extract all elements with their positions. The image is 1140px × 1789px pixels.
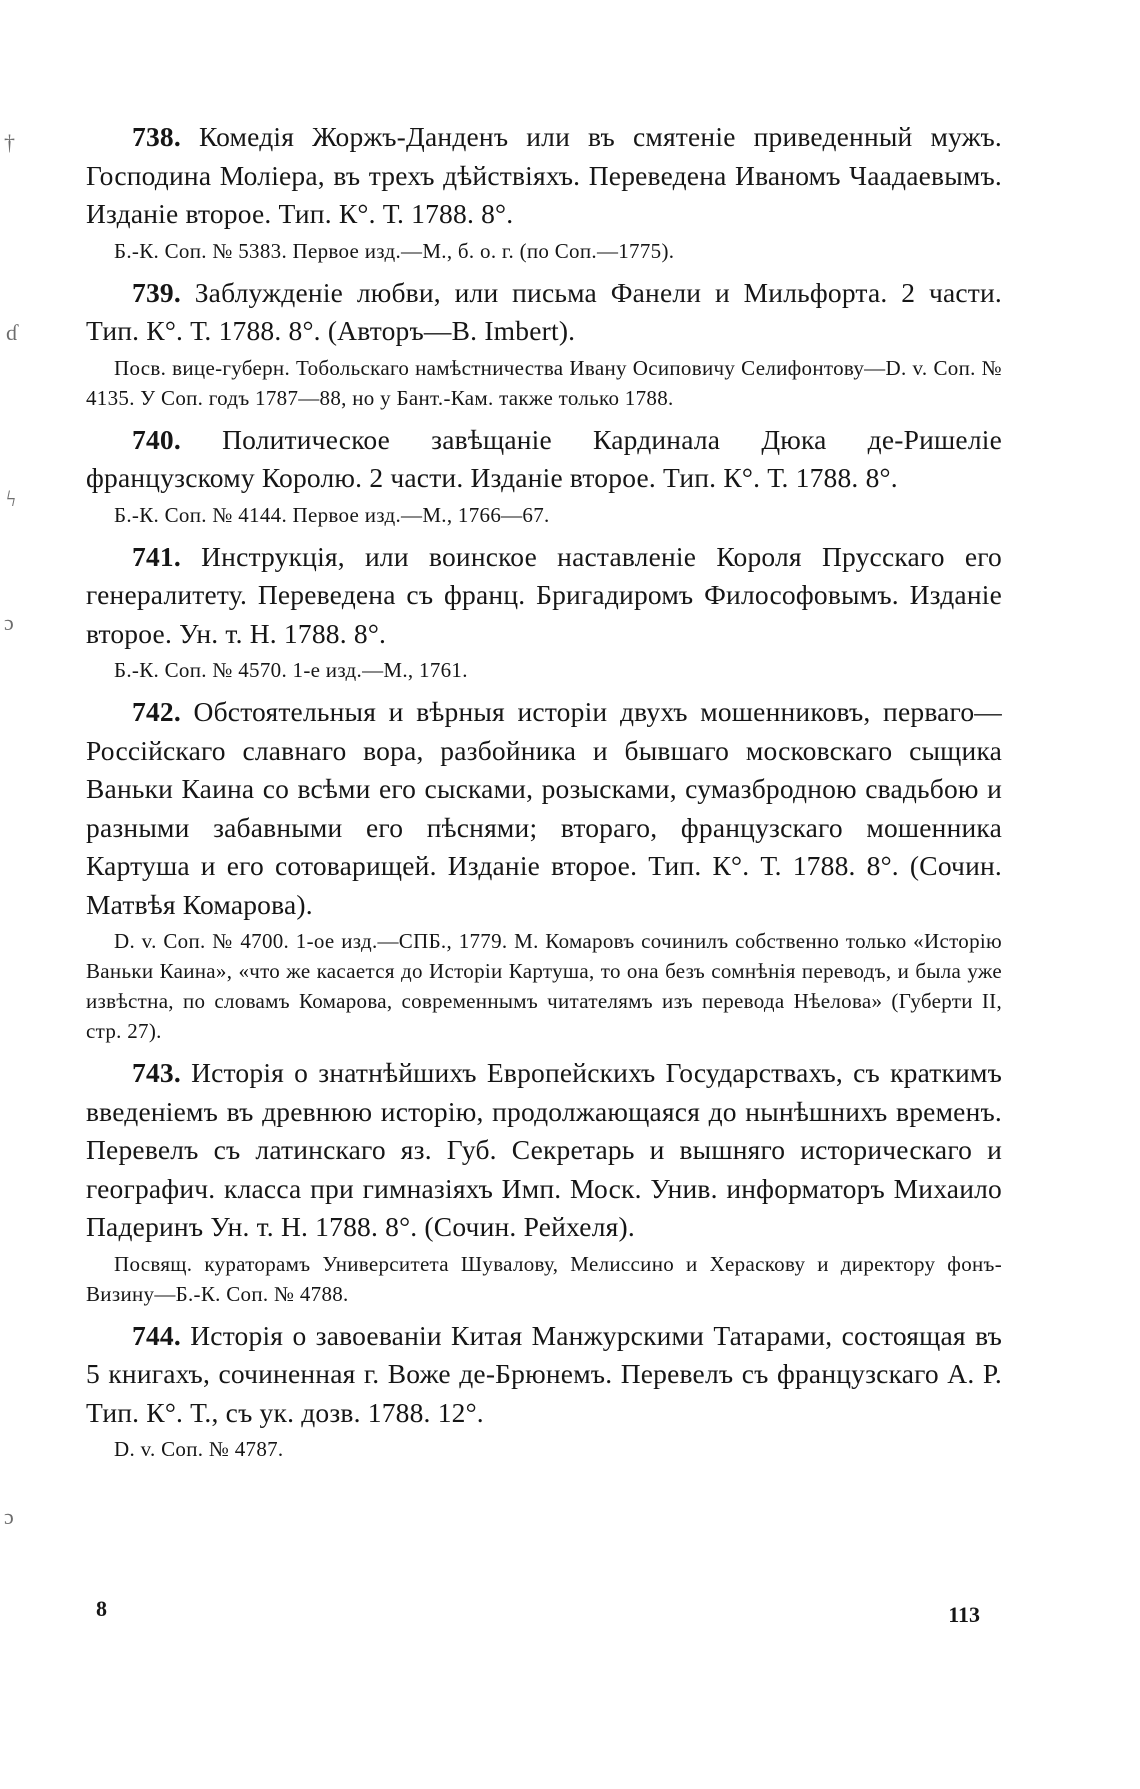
entry-title: Обстоятельныя и вѣрныя исторіи двухъ мошенниковъ, перваго—Россійскаго славнаго вора, разбойника и бывшаго московскаго сыщика Ваньки Каина со всѣми его сысками, розысками, сумазбродною свадьбою и разными забавными его пѣснями; втораго, французскаго мошенника Картуша и его сотоварищей. Изданіе второе. Тип. К°. Т. 1788. 8°. (Сочин. Матвѣя Комарова). [86, 696, 1002, 920]
entry-text [86, 118, 1002, 234]
bibliography-entry [86, 1054, 1002, 1309]
bibliography-entry [86, 1317, 1002, 1465]
margin-mark: † [4, 130, 15, 155]
entry-note: D. v. Соп. № 4700. 1-ое изд.—СПБ., 1779. М. Комаровъ сочинилъ собственно только «Исторію Ваньки Каина», «что же касается до Исторіи Картуша, то она безъ сомнѣнія переводъ, и была уже извѣстна, по словамъ Комарова, современнымъ читателямъ изъ перевода Нѣелова» (Губерти II, стр. 27). [86, 929, 1002, 1043]
entry-note: Б.-К. Соп. № 4144. Первое изд.—М., 1766—67. [114, 502, 550, 527]
entry-title: Заблужденіе любви, или письма Фанели и Мильфорта. 2 части. Тип. К°. Т. 1788. 8°. (Авторъ—В. Imbert). [86, 276, 1002, 346]
entry-note: D. v. Соп. № 4787. [114, 1437, 284, 1461]
margin-mark: ɔ [4, 1504, 14, 1529]
bibliography-entry [86, 118, 1002, 266]
entry-note: Б.-К. Соп. № 4570. 1-е изд.—М., 1761. [114, 658, 468, 682]
entry-text [86, 538, 1002, 654]
entry-text [86, 1317, 1002, 1433]
entry-number: 743. [132, 1057, 181, 1088]
entry-number: 739. [132, 276, 181, 308]
entry-note: Посв. вице-губерн. Тобольскаго намѣстничества Ивану Осиповичу Селифонтову—D. v. Соп. № 4135. У Соп. годъ 1787—88, но у Бант.-Кам. также только 1788. [86, 355, 1002, 410]
entry-note: Посвящ. кураторамъ Университета Шувалову, Мелиссино и Хераскову и директору фонъ-Визину—Б.-К. Соп. № 4788. [86, 1251, 1002, 1306]
entry-number: 744. [132, 1319, 181, 1351]
bibliography-entry [86, 538, 1002, 686]
entry-number: 742. [132, 696, 181, 727]
entry-number: 740. [132, 423, 181, 455]
entry-title: Исторія о знатнѣйшихъ Европейскихъ Государствахъ, съ краткимъ введеніемъ въ древнюю исторію, продолжающаяся до нынѣшнихъ временъ. Перевелъ съ латинскаго яз. Губ. Секретарь и вышняго историческаго и географич. класса при гимназіяхъ Имп. Моск. Унив. информаторъ Михаило Падеринъ Ун. т. Н. 1788. 8°. (Сочин. Рейхеля). [86, 1057, 1002, 1242]
entry-number: 741. [132, 540, 181, 572]
entry-text [86, 421, 1002, 498]
margin-mark: ɔ [4, 610, 14, 635]
entry-text [86, 1054, 1002, 1247]
margin-mark: ɗ [6, 320, 17, 345]
entry-number: 738. [132, 121, 181, 152]
entries-list [86, 118, 1002, 1472]
page-number: 113 [948, 1602, 980, 1627]
entry-title: Политическое завѣщаніе Кардинала Дюка де-Ришеліе французскому Королю. 2 части. Изданіе второе. Тип. К°. Т. 1788. 8°. [86, 423, 1003, 493]
entry-text [86, 693, 1002, 924]
entry-title: Инструкція, или воинское наставленіе Короля Прусскаго его генералитету. Переведена съ франц. Бригадиромъ Философовымъ. Изданіе второе. Ун. т. Н. 1788. 8°. [86, 540, 1002, 649]
entry-title: Исторія о завоеваніи Китая Манжурскими Татарами, состоящая въ 5 книгахъ, сочиненная г. Воже де-Брюнемъ. Перевелъ съ французскаго А. Р. Тип. К°. Т., съ ук. дозв. 1788. 12°. [86, 1319, 1002, 1428]
entry-title: Комедія Жоржъ-Данденъ или въ смятеніе приведенный мужъ. Господина Моліера, въ трехъ дѣйствіяхъ. Переведена Иваномъ Чаадаевымъ. Изданіе второе. Тип. К°. Т. 1788. 8°. [86, 121, 1003, 229]
bibliography-entry [86, 693, 1002, 1046]
entry-note: Б.-К. Соп. № 5383. Первое изд.—М., б. о. г. (по Соп.—1775). [114, 238, 675, 263]
bibliography-entry [86, 274, 1002, 413]
bibliography-entry [86, 421, 1002, 530]
signature-mark: 8 [96, 1596, 107, 1621]
margin-mark: ϟ [6, 486, 16, 511]
entry-text [86, 274, 1002, 351]
